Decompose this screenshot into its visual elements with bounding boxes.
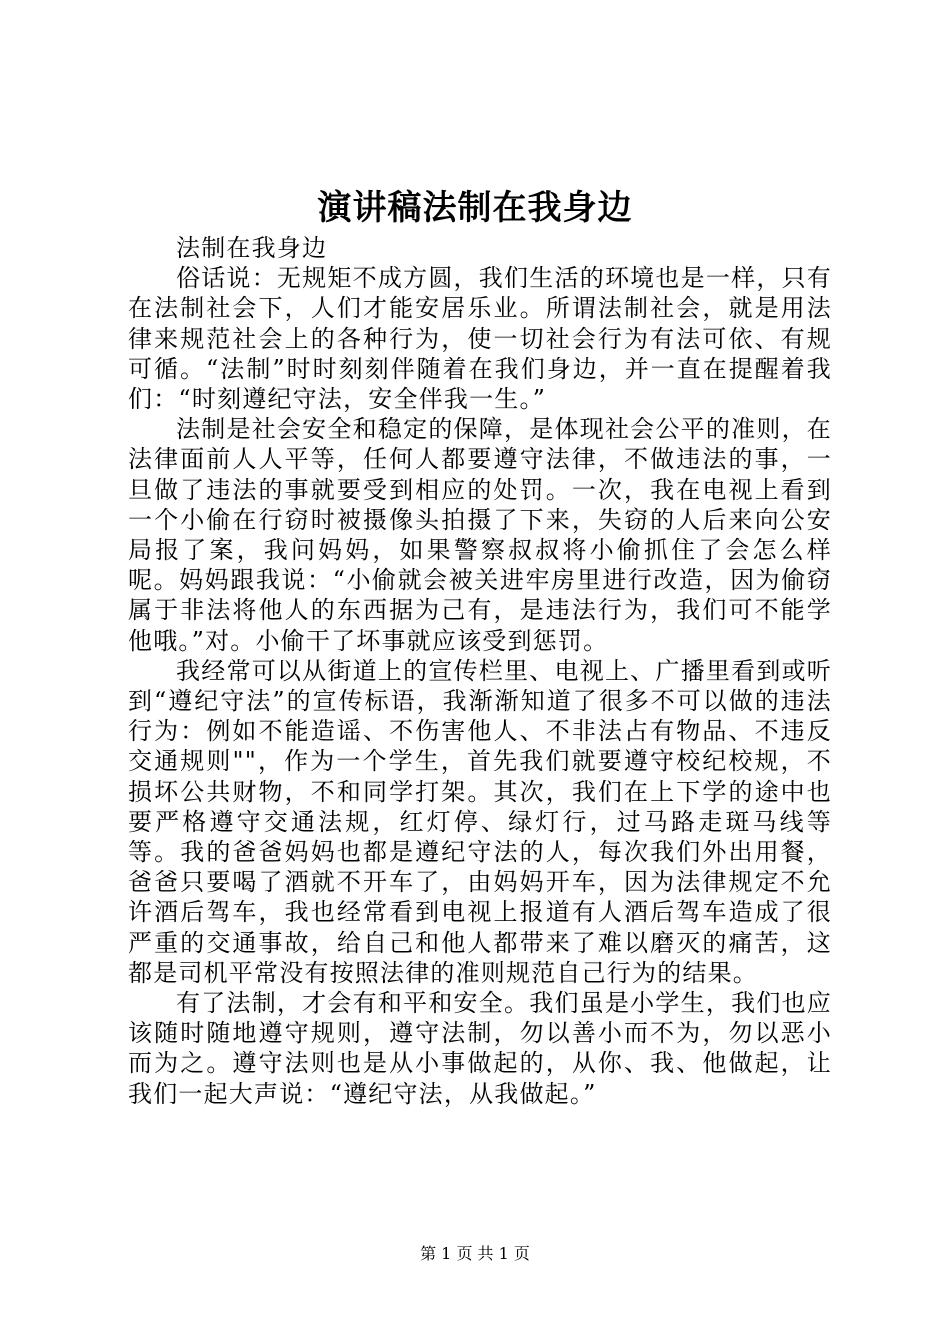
paragraph-4: 有了法制，才会有和平和安全。我们虽是小学生，我们也应该随时随地遵守规则，遵守法制，勿以善小而不为，勿以恶小而为之。遵守法则也是从小事做起的，从你、我、他做起，让我们一起大声说：“遵纪守法，从我做起。” [128, 989, 832, 1108]
document-body [128, 233, 832, 1109]
paragraph-subtitle: 法制在我身边 [176, 234, 328, 262]
paragraph-3: 我经常可以从街道上的宣传栏里、电视上、广播里看到或听到“遵纪守法”的宣传标语，我渐渐知道了很多不可以做的违法行为：例如不能造谣、不伤害他人、不非法占有物品、不违反交通规则""，作为一个学生，首先我们就要遵守校纪校规，不损坏公共财物，不和同学打架。其次，我们在上下学的途中也要严格遵守交通法规，红灯停、绿灯行，过马路走斑马线等等。我的爸爸妈妈也都是遵纪守法的人，每次我们外出用餐，爸爸只要喝了酒就不开车了，由妈妈开车，因为法律规定不允许酒后驾车，我也经常看到电视上报道有人酒后驾车造成了很严重的交通事故，给自己和他人都带来了难以磨灭的痛苦，这都是司机平常没有按照法律的准则规范自己行为的结果。 [128, 656, 832, 987]
paragraph-1: 俗话说：无规矩不成方圆，我们生活的环境也是一样，只有在法制社会下，人们才能安居乐业。所谓法制社会，就是用法律来规范社会上的各种行为，使一切社会行为有法可依、有规可循。“法制”时时刻刻伴随着在我们身边，并一直在提醒着我们：“时刻遵纪守法，安全伴我一生。” [128, 264, 832, 414]
page-footer: 第 1 页 共 1 页 [420, 1244, 530, 1263]
document-title: 演讲稿法制在我身边 [317, 188, 633, 228]
paragraph-2: 法制是社会安全和稳定的保障，是体现社会公平的准则，在法律面前人人平等，任何人都要遵守法律，不做违法的事，一旦做了违法的事就要受到相应的处罚。一次，我在电视上看到一个小偷在行窃时被摄像头拍摄了下来，失窃的人后来向公安局报了案，我问妈妈，如果警察叔叔将小偷抓住了会怎么样呢。妈妈跟我说：“小偷就会被关进牢房里进行改造，因为偷窃属于非法将他人的东西据为己有，是违法行为，我们可不能学他哦。”对。小偷干了坏事就应该受到惩罚。 [128, 415, 832, 655]
